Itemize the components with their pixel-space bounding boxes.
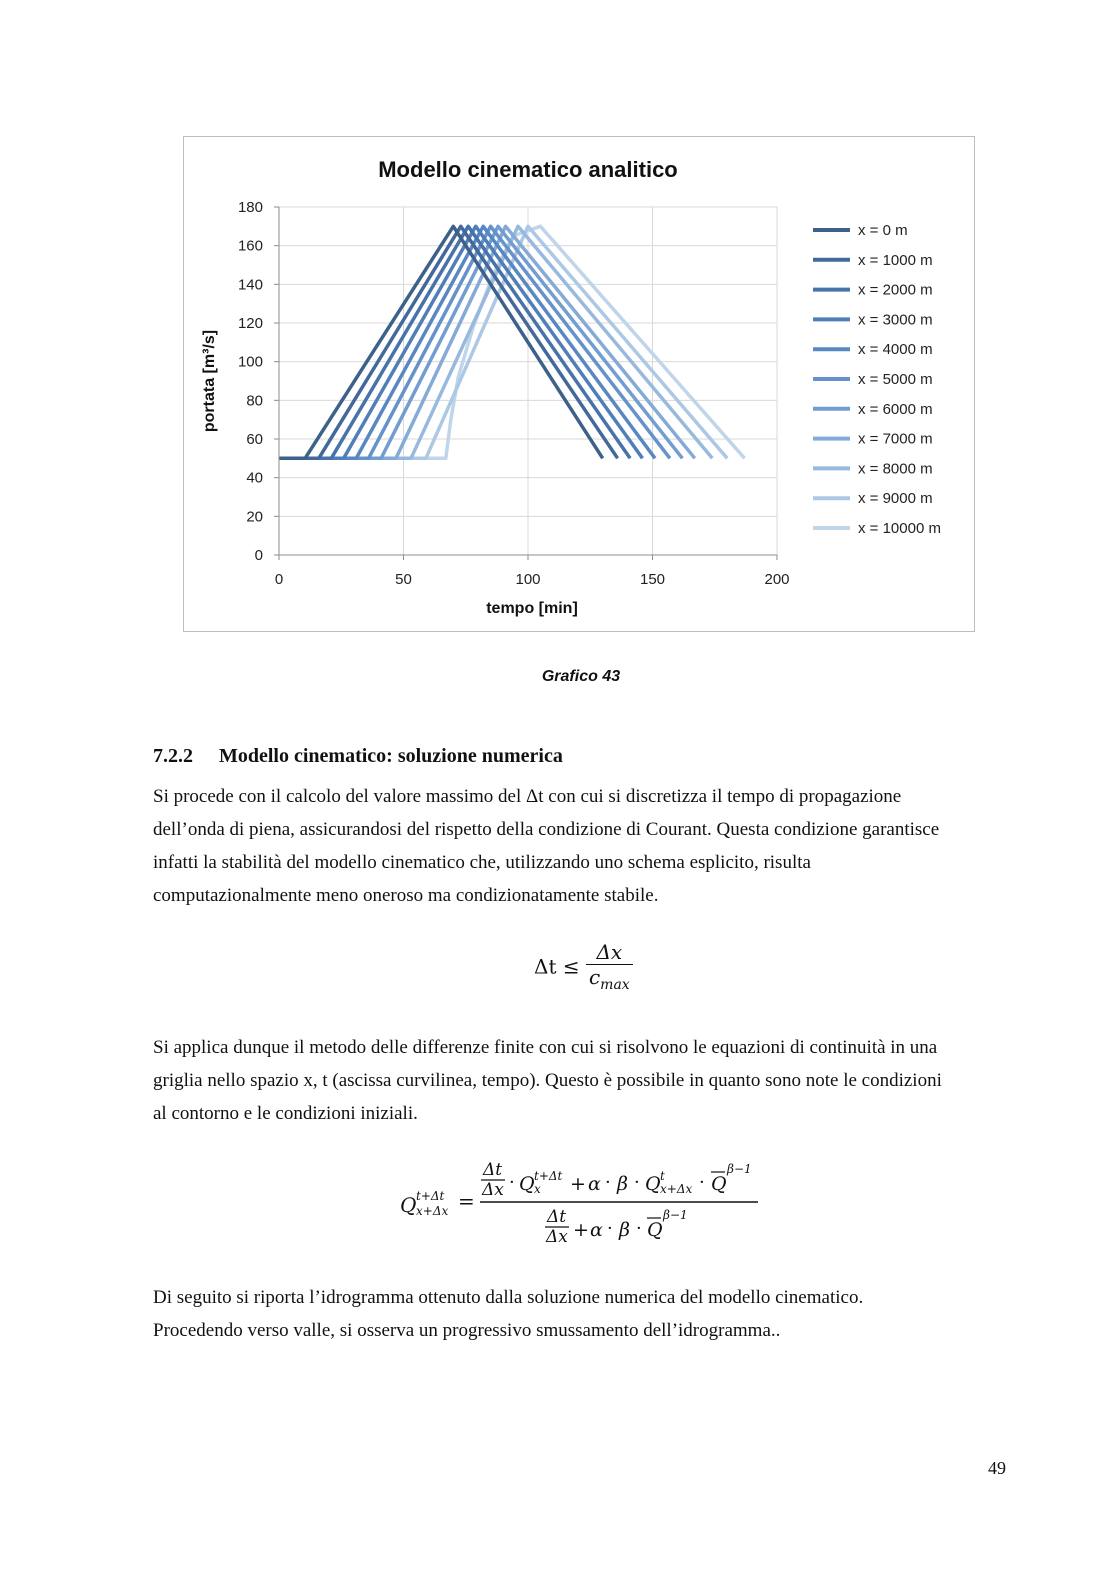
hydrograph-chart	[184, 137, 976, 633]
svg-text:β−1: β−1	[663, 1208, 688, 1222]
text-line: Di seguito si riporta l’idrogramma ottenuto dalla soluzione numerica del modello cinematico.	[153, 1287, 864, 1308]
x-tick-label: 100	[515, 571, 541, 588]
y-tick-label: 20	[246, 508, 263, 526]
paragraph-finite-differences	[153, 1031, 1013, 1130]
courant-equation	[534, 940, 633, 993]
legend-label: x = 9000 m	[858, 490, 933, 508]
text-line: Procedendo verso valle, si osserva un progressivo smussamento dell’idrogramma..	[153, 1320, 781, 1341]
svg-text:Q: Q	[519, 1173, 535, 1195]
svg-text:α: α	[588, 1173, 601, 1195]
svg-text:β−1: β−1	[727, 1162, 752, 1176]
y-tick-label: 120	[237, 315, 263, 332]
y-tick-label: 60	[246, 431, 263, 448]
svg-text:t: t	[660, 1169, 665, 1183]
svg-text:·: ·	[509, 1172, 515, 1193]
finite-difference-equation	[398, 1155, 778, 1250]
paragraph-courant	[153, 780, 1013, 912]
y-tick-label: 0	[254, 547, 263, 564]
svg-text:Δt: Δt	[547, 1207, 567, 1227]
svg-text:x+Δx: x+Δx	[416, 1204, 449, 1218]
section-number: 7.2.2	[153, 745, 193, 767]
x-tick-label: 200	[764, 571, 790, 588]
legend-item	[813, 222, 908, 239]
legend-label: x = 3000 m	[858, 311, 933, 329]
svg-text:Δx: Δx	[546, 1227, 568, 1247]
y-tick-label: 160	[237, 237, 263, 255]
x-axis-ticks	[275, 555, 790, 588]
svg-text:Q: Q	[400, 1193, 417, 1217]
series-line	[279, 226, 643, 458]
y-axis-ticks	[238, 199, 279, 564]
text-line: Si procede con il calcolo del valore massimo del Δt con cui si discretizza il tempo di propagazione	[153, 786, 902, 807]
y-tick-label: 180	[237, 199, 263, 216]
svg-text:α: α	[590, 1219, 603, 1241]
legend-item	[813, 520, 941, 537]
svg-text:=: =	[458, 1189, 475, 1213]
chart-container	[183, 136, 975, 632]
text-line: computazionalmente meno oneroso ma condizionatamente stabile.	[153, 885, 659, 906]
svg-text:·: ·	[699, 1172, 705, 1193]
legend-label: x = 0 m	[858, 222, 908, 239]
legend-label: x = 10000 m	[858, 520, 941, 537]
svg-text:t+Δt: t+Δt	[416, 1189, 445, 1203]
chart-series	[279, 226, 745, 458]
svg-text:·: ·	[607, 1218, 613, 1239]
figure-caption: Grafico 43	[541, 668, 621, 685]
chart-title: Modello cinematico analitico	[378, 157, 678, 182]
legend-label: x = 8000 m	[858, 460, 933, 478]
equation-lhs: Δt ≤	[534, 954, 580, 979]
x-axis-label: tempo [min]	[486, 600, 578, 617]
svg-text:Q: Q	[711, 1173, 727, 1195]
legend-item	[813, 252, 933, 269]
legend-item	[813, 460, 933, 477]
svg-text:x: x	[534, 1182, 541, 1196]
legend-item	[813, 490, 933, 507]
y-axis-label: portata [m³/s]	[201, 329, 218, 433]
x-tick-label: 150	[639, 571, 666, 588]
legend-label: x = 4000 m	[858, 341, 933, 359]
y-tick-label: 80	[246, 392, 263, 410]
series-line	[279, 226, 712, 458]
paragraph-hydrograph	[153, 1281, 1013, 1347]
legend-item	[813, 282, 933, 299]
svg-text:·: ·	[636, 1218, 642, 1239]
text-line: al contorno e le condizioni iniziali.	[153, 1103, 418, 1124]
legend-label: x = 2000 m	[858, 281, 933, 299]
svg-text:Δt: Δt	[483, 1160, 503, 1180]
legend-item	[813, 341, 933, 358]
svg-text:β: β	[619, 1219, 630, 1241]
legend-label: x = 1000 m	[858, 251, 933, 269]
svg-text:Q: Q	[647, 1219, 663, 1241]
svg-text:Q: Q	[645, 1173, 661, 1195]
legend-label: x = 5000 m	[858, 371, 933, 388]
text-line: griglia nello spazio x, t (ascissa curvilinea, tempo). Questo è possibile in quanto sono note le condizioni	[153, 1070, 942, 1091]
y-tick-label: 100	[237, 353, 263, 371]
legend-label: x = 6000 m	[858, 400, 933, 418]
svg-text:Δx: Δx	[482, 1180, 504, 1200]
x-tick-label: 50	[395, 571, 412, 588]
legend-item	[813, 401, 933, 418]
legend-item	[813, 431, 933, 448]
svg-text:+: +	[573, 1219, 589, 1241]
section-title: Modello cinematico: soluzione numerica	[219, 745, 563, 767]
y-tick-label: 40	[246, 469, 263, 487]
legend-label: x = 7000 m	[858, 430, 933, 448]
legend-item	[813, 311, 933, 328]
text-line: Si applica dunque il metodo delle differenze finite con cui si risolvono le equazioni di continuità in una	[153, 1037, 938, 1058]
svg-text:+: +	[570, 1173, 586, 1195]
svg-text:·: ·	[605, 1172, 611, 1193]
x-tick-label: 0	[274, 571, 284, 588]
equation-numerator: Δx	[596, 940, 623, 964]
section-heading	[153, 745, 563, 768]
page-number: 49	[988, 1458, 1006, 1478]
svg-text:x+Δx: x+Δx	[660, 1182, 693, 1196]
text-line: infatti la stabilità del modello cinematico che, utilizzando uno schema esplicito, risulta	[153, 852, 811, 873]
svg-text:t+Δt: t+Δt	[534, 1169, 563, 1183]
y-tick-label: 140	[237, 276, 263, 294]
equation-fraction	[586, 940, 633, 993]
text-line: dell’onda di piena, assicurandosi del rispetto della condizione di Courant. Questa condizione garantisce	[153, 819, 940, 840]
legend-item	[813, 371, 933, 388]
equation-denominator: $c_{max}$	[586, 964, 633, 993]
svg-text:β: β	[617, 1173, 628, 1195]
svg-text:·: ·	[634, 1172, 640, 1193]
chart-legend	[813, 222, 941, 537]
